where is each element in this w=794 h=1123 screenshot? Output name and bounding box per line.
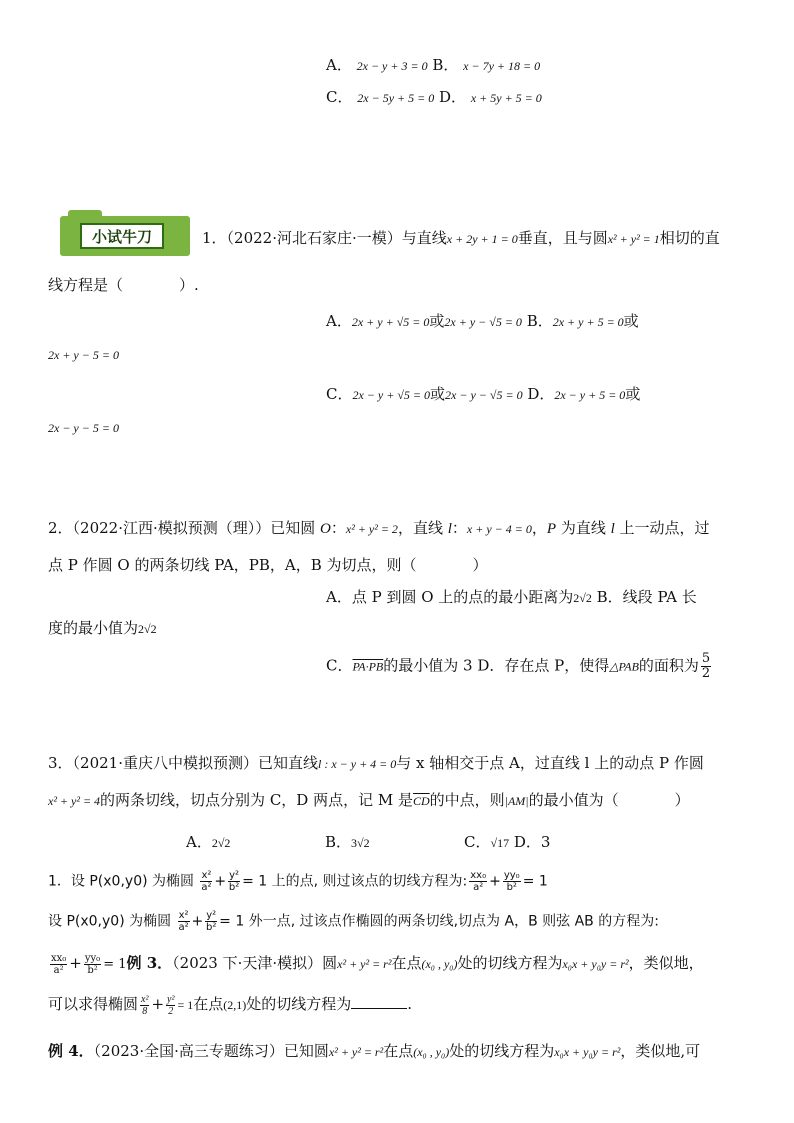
fraction: $\frac{5}{2}$	[701, 651, 711, 681]
q3-option-a: A．2√2	[186, 833, 231, 851]
q2-option-b-wrap: 度的最小值为2√2	[48, 619, 157, 637]
q1-line1: 1．（2022·河北石家庄·一模）与直线x + 2y + 1 = 0垂直，且与圆x² + y² = 1相切的直	[202, 229, 720, 247]
q2-options-ab: A．点 P 到圆 O 上的点的最小距离为2√2 B．线段 PA 长	[326, 588, 697, 606]
practice-badge	[60, 210, 194, 256]
q2-options-cd: C．PA·PB的最小值为 3 D．存在点 P，使得△PAB的面积为 $\frac{5}{2}$	[326, 651, 711, 681]
q1-options-cd: C．2x − y + √5 = 0或2x − y − √5 = 0 D．2x − y + 5 = 0或	[326, 385, 641, 403]
option-c-equation: 2x − 5y + 5 = 0	[357, 91, 435, 105]
option-c-label: C．	[326, 88, 353, 106]
q1-option-d-wrap: 2x − y − 5 = 0	[48, 421, 119, 435]
q2-line1: 2．（2022·江西·模拟预测（理））已知圆 O：x² + y² = 2，直线 l：x + y − 4 = 0，P 为直线 l 上一动点，过	[48, 519, 710, 537]
option-a-equation: 2x − y + 3 = 0	[356, 59, 428, 73]
badge-label: 小试牛刀	[80, 223, 164, 249]
q3-line1: 3．（2021·重庆八中模拟预测）已知直线l : x − y + 4 = 0与 x 轴相交于点 A，过直线 l 上的动点 P 作圆	[48, 754, 704, 772]
top-option-row-1	[326, 54, 540, 75]
example-4: 例 4．（2023·全国·高三专题练习）已知圆x² + y² = r²在点(x₀ , y₀)处的切线方程为x₀x + y₀y = r²，类似地,可	[48, 1042, 701, 1060]
q3-option-b: B．3√2	[325, 833, 370, 851]
option-a-label: A．	[326, 56, 352, 74]
answer-blank	[351, 996, 407, 1009]
q1-options-ab: A．2x + y + √5 = 0或2x + y − √5 = 0 B．2x + y + 5 = 0或	[326, 312, 639, 330]
note-3-example-3: $\frac{\text{xx₀}}{\text{a²}}$ + $\frac{\text{yy₀}}{\text{b²}}$ = 1例 3．（2023 下·天津·模拟）圆x² + y² = r²在点(x₀ , y₀)处的切线方程为x₀x + y₀y = r²，类似地，	[51, 952, 704, 976]
example-3-line2: 可以求得椭圆 $\frac{\text{x²}}{8}$ + $\frac{\text{y²}}{2}$ = 1在点(2,1)处的切线方程为 .	[48, 993, 413, 1017]
note-1: 1．设 P(x0,y0) 为椭圆 $\frac{\text{x²}}{\text{a²}}$ + $\frac{\text{y²}}{\text{b²}}$ = 1 上的点, 则过该点的切线方程为: $\frac{\text{xx₀}}{\text{a²}}$ + $\frac{\text{yy₀}}{\text{b²}}$ = 1	[48, 870, 548, 893]
q1-line2: 线方程是（ ）.	[48, 276, 199, 294]
option-d-label: D．	[439, 88, 467, 106]
note-2: 设 P(x0,y0) 为椭圆 $\frac{\text{x²}}{\text{a²}}$ + $\frac{\text{y²}}{\text{b²}}$ = 1 外一点, 过该点作椭圆的两条切线,切点为 A，B 则弦 AB 的方程为:	[48, 910, 659, 933]
q2-line2: 点 P 作圆 O 的两条切线 PA，PB，A，B 为切点，则（ ）	[48, 556, 488, 574]
option-b-label: B．	[432, 56, 459, 74]
q3-line2: x² + y² = 4的两条切线，切点分别为 C，D 两点，记 M 是$\overline{CD}$的中点，则|AM|的最小值为（ ）	[48, 791, 690, 809]
q1-option-b-wrap: 2x + y − 5 = 0	[48, 348, 119, 362]
top-option-row-2	[326, 86, 542, 107]
option-b-equation: x − 7y + 18 = 0	[463, 59, 541, 73]
option-d-equation: x + 5y + 5 = 0	[470, 91, 542, 105]
q3-option-cd: C．√17 D．3	[464, 833, 551, 851]
